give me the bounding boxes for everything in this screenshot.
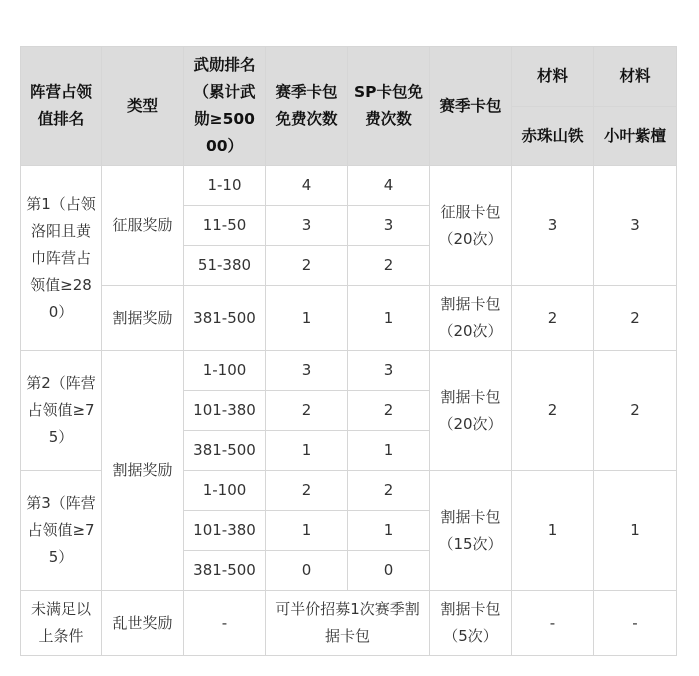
season-pack: 割据卡包（20次） (430, 286, 512, 351)
rank-group-1: 第1（占领洛阳且黄巾阵营占领值≥280） (21, 166, 102, 351)
season-free-count: 4 (266, 166, 348, 206)
header-season-pack: 赛季卡包 (430, 47, 512, 166)
table-row (21, 286, 677, 351)
type-conquest: 征服奖励 (102, 166, 184, 286)
material-1-count: 3 (512, 166, 594, 286)
rank-group-4: 未满足以上条件 (21, 591, 102, 656)
table-row (21, 166, 677, 206)
type-separatist: 割据奖励 (102, 351, 184, 591)
header-material-name-1: 赤珠山铁 (512, 107, 594, 166)
merit-range: 1-10 (184, 166, 266, 206)
header-type: 类型 (102, 47, 184, 166)
season-free-count: 2 (266, 246, 348, 286)
rank-group-3: 第3（阵营占领值≥75） (21, 471, 102, 591)
season-free-count: 2 (266, 471, 348, 511)
material-1-count: 2 (512, 286, 594, 351)
material-2-count: 1 (594, 471, 677, 591)
merit-range: 381-500 (184, 286, 266, 351)
merit-range: 51-380 (184, 246, 266, 286)
material-1-count: 1 (512, 471, 594, 591)
sp-free-count: 3 (348, 206, 430, 246)
header-material-name-2: 小叶紫檀 (594, 107, 677, 166)
merit-range: 381-500 (184, 431, 266, 471)
sp-free-count: 1 (348, 511, 430, 551)
merit-range: 11-50 (184, 206, 266, 246)
sp-free-count: 1 (348, 431, 430, 471)
merit-range: - (184, 591, 266, 656)
merit-range: 381-500 (184, 551, 266, 591)
header-material-2: 材料 (594, 47, 677, 107)
table-row (21, 591, 677, 656)
sp-free-count: 0 (348, 551, 430, 591)
material-2-count: 3 (594, 166, 677, 286)
season-free-count: 2 (266, 391, 348, 431)
season-free-count: 3 (266, 351, 348, 391)
header-sp-free: SP卡包免费次数 (348, 47, 430, 166)
material-2-count: 2 (594, 351, 677, 471)
merit-range: 1-100 (184, 471, 266, 511)
header-merit-rank: 武勋排名（累计武勋≥50000） (184, 47, 266, 166)
table-row (21, 351, 677, 391)
material-1-count: 2 (512, 351, 594, 471)
half-price-recruit: 可半价招募1次赛季割据卡包 (266, 591, 430, 656)
material-2-count: - (594, 591, 677, 656)
header-row (21, 47, 677, 107)
material-2-count: 2 (594, 286, 677, 351)
type-separatist: 割据奖励 (102, 286, 184, 351)
header-material-1: 材料 (512, 47, 594, 107)
sp-free-count: 4 (348, 166, 430, 206)
type-chaos: 乱世奖励 (102, 591, 184, 656)
sp-free-count: 2 (348, 246, 430, 286)
header-rank: 阵营占领值排名 (21, 47, 102, 166)
season-pack: 割据卡包（20次） (430, 351, 512, 471)
sp-free-count: 2 (348, 471, 430, 511)
season-free-count: 3 (266, 206, 348, 246)
merit-range: 101-380 (184, 391, 266, 431)
header-season-free: 赛季卡包免费次数 (266, 47, 348, 166)
material-1-count: - (512, 591, 594, 656)
season-free-count: 0 (266, 551, 348, 591)
sp-free-count: 3 (348, 351, 430, 391)
reward-table (20, 46, 677, 656)
sp-free-count: 2 (348, 391, 430, 431)
season-free-count: 1 (266, 511, 348, 551)
season-free-count: 1 (266, 286, 348, 351)
rank-group-2: 第2（阵营占领值≥75） (21, 351, 102, 471)
season-free-count: 1 (266, 431, 348, 471)
season-pack: 割据卡包（5次） (430, 591, 512, 656)
season-pack: 征服卡包（20次） (430, 166, 512, 286)
season-pack: 割据卡包（15次） (430, 471, 512, 591)
sp-free-count: 1 (348, 286, 430, 351)
merit-range: 101-380 (184, 511, 266, 551)
merit-range: 1-100 (184, 351, 266, 391)
